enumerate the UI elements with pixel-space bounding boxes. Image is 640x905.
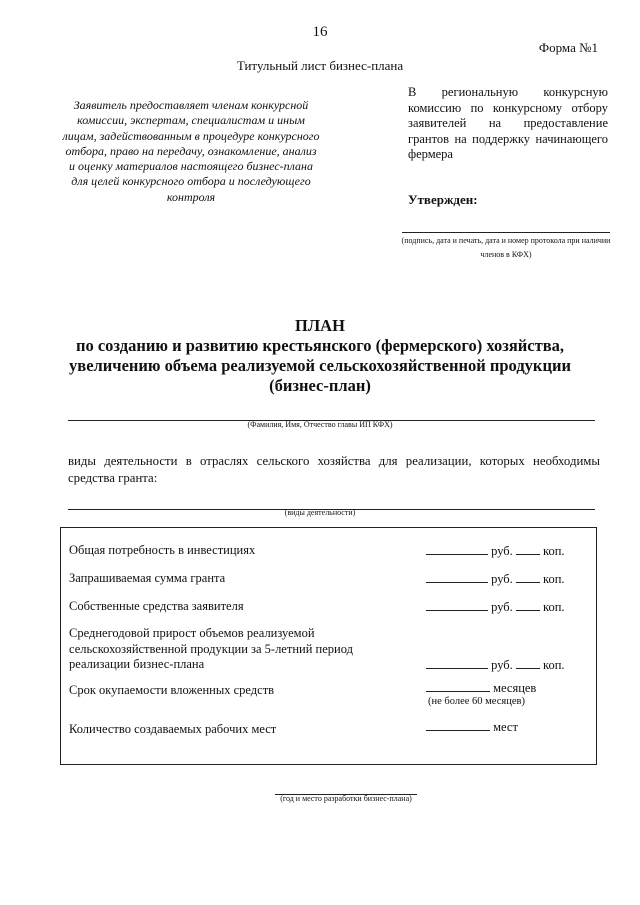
kopeck-blank[interactable] (516, 599, 540, 611)
amount-blank[interactable] (426, 657, 488, 669)
addressee-block: В региональную конкурсную комиссию по конкурсному отбору заявителей на предоставление грантов на поддержку начинающего фермера (408, 85, 608, 161)
indicator-value (426, 599, 565, 615)
months-blank[interactable] (426, 680, 490, 692)
unit-label: руб. (491, 600, 513, 614)
unit-label: коп. (543, 572, 565, 586)
kopeck-blank[interactable] (516, 571, 540, 583)
unit-label: руб. (491, 544, 513, 558)
indicator-label: Срок окупаемости вложенных средств (69, 683, 275, 697)
unit-label: мест (493, 720, 518, 734)
indicator-value (426, 543, 565, 559)
kopeck-blank[interactable] (516, 657, 540, 669)
unit-label: месяцев (493, 681, 537, 695)
activities-text: виды деятельности в отраслях сельского хозяйства для реализации, которых необходимы средства гранта: (68, 454, 600, 485)
plan-title (30, 316, 610, 396)
indicator-value (426, 571, 565, 587)
plan-subtitle-line-1: по созданию и развитию крестьянского (фермерского) хозяйства, (75, 336, 565, 355)
head-name-caption: (Фамилия, Имя, Отчество главы ИП КФХ) (247, 420, 393, 429)
place-caption: (год и место разработки бизнес-плана) (280, 794, 412, 803)
page-number: 16 (312, 24, 328, 40)
signature-line[interactable] (402, 232, 610, 233)
indicator-label: Среднегодовой прирост объемов реализуемой сельскохозяйственной продукции за 5-летний период реализации бизнес-плана (69, 626, 353, 671)
plan-subtitle-line-3: (бизнес-план) (269, 376, 371, 395)
amount-blank[interactable] (426, 599, 488, 611)
indicator-label: Собственные средства заявителя (69, 599, 244, 613)
signature-caption: (подпись, дата и печать, дата и номер протокола при наличии членов в КФХ) (401, 236, 611, 259)
indicator-label: Общая потребность в инвестициях (69, 543, 256, 557)
plan-subtitle-line-2: увеличению объема реализуемой сельскохозяйственной продукции (69, 356, 571, 375)
kopeck-blank[interactable] (516, 543, 540, 555)
activities-caption: (виды деятельности) (284, 508, 356, 517)
unit-label: руб. (491, 658, 513, 672)
indicator-value (426, 680, 536, 696)
unit-label: коп. (543, 600, 565, 614)
form-number: Форма №1 (538, 40, 598, 55)
indicator-value (426, 657, 565, 673)
amount-blank[interactable] (426, 571, 488, 583)
unit-label: руб. (491, 572, 513, 586)
indicator-label: Запрашиваемая сумма гранта (69, 571, 226, 585)
unit-label: коп. (543, 658, 565, 672)
consent-notice: Заявитель предоставляет членам конкурсной комиссии, экспертам, специалистам и иным лицам, задействованным в процедуре конкурсного отбора, право на передачу, ознакомление, анализ и оценку материалов настоящего бизнес-плана для целей конкурсного отбора и последующего контроля (62, 98, 320, 204)
indicator-label: Количество создаваемых рабочих мест (69, 722, 277, 736)
indicator-value (426, 719, 518, 735)
plan-heading: ПЛАН (295, 316, 345, 335)
indicators-table (60, 527, 597, 765)
indicator-note: (не более 60 месяцев) (428, 696, 525, 707)
approved-label: Утвержден: (408, 192, 478, 207)
unit-label: коп. (543, 544, 565, 558)
jobs-blank[interactable] (426, 719, 490, 731)
amount-blank[interactable] (426, 543, 488, 555)
sheet-title: Титульный лист бизнес-плана (236, 58, 404, 73)
